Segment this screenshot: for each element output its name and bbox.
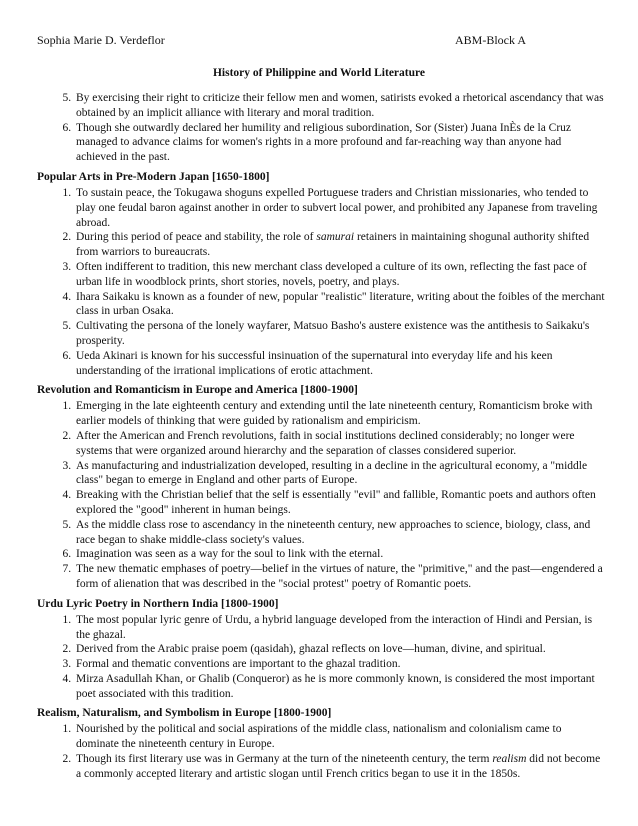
- list-item: 1. Emerging in the late eighteenth century and extending until the late nineteenth century, Romanticism broke with earlier models of thinking that were guided by rationalism and empiricism.: [74, 399, 605, 429]
- list-item: 2. After the American and French revolutions, faith in social institutions declined considerably; no longer were systems that were organized around hierarchy and the separation of classes considered superior.: [74, 429, 605, 459]
- list-item: 3. Often indifferent to tradition, this new merchant class developed a culture of its own, reflecting the fast pace of urban life in woodblock prints, short stories, novels, poetry, and plays.: [74, 260, 605, 290]
- list-item: 4. Ihara Saikaku is known as a founder of new, popular "realistic" literature, writing about the foibles of the merchant class in urban Osaka.: [74, 290, 605, 320]
- list-item: [74, 752, 605, 782]
- sections-container: [37, 170, 605, 782]
- list-item: 4. Mirza Asadullah Khan, or Ghalib (Conqueror) as he is more commonly known, is considered the most important poet associated with this tradition.: [74, 672, 605, 702]
- list-item: 6. Ueda Akinari is known for his successful insinuation of the supernatural into everyday life and his keen understanding of the irrational implications of erotic attachment.: [74, 349, 605, 379]
- list-item: 2. Derived from the Arabic praise poem (qasidah), ghazal reflects on love—human, divine, and spiritual.: [74, 642, 605, 657]
- author-name: Sophia Marie D. Verdeflor: [37, 33, 165, 47]
- item-text: retainers in maintaining shogunal authority shifted from warriors to bureaucrats.: [76, 231, 590, 259]
- section-list: [37, 722, 605, 781]
- list-item: 3. As manufacturing and industrialization developed, resulting in a decline in the agricultural economy, a "middle class" began to emerge in England and other parts of Europe.: [74, 459, 605, 489]
- list-item: 1. Nourished by the political and social aspirations of the middle class, nationalism and colonialism came to dominate the nineteenth century in Europe.: [74, 722, 605, 752]
- section-title: Revolution and Romanticism in Europe and America [1800-1900]: [37, 384, 358, 397]
- list-item: 1. To sustain peace, the Tokugawa shoguns expelled Portuguese traders and Christian missionaries, who tended to play one feudal baron against another in order to subvert local power, and prohibited any Japanese from traveling abroad.: [74, 186, 605, 230]
- list-item: 6. Though she outwardly declared her humility and religious subordination, Sor (Sister) Juana InÈs de la Cruz managed to advance claims for women's rights in a more profound and far-reaching way than anyone had achieved in the past.: [74, 121, 605, 165]
- intro-list: [37, 91, 605, 165]
- section-title: Urdu Lyric Poetry in Northern India [1800-1900]: [37, 597, 279, 610]
- list-item: 7. The new thematic emphases of poetry—belief in the virtues of nature, the "primitive," and the past—engendered a form of alienation that was described in the "social protest" poetry of Romantic poets.: [74, 562, 605, 592]
- list-item: 1. The most popular lyric genre of Urdu, a hybrid language developed from the interaction of Hindi and Persian, is the ghazal.: [74, 613, 605, 643]
- document-title: History of Philippine and World Literature: [212, 67, 426, 79]
- list-item: 5. As the middle class rose to ascendancy in the nineteenth century, new approaches to science, biology, class, and race began to shake middle-class society's values.: [74, 518, 605, 548]
- class-block: ABM-Block A: [455, 33, 527, 47]
- list-item: 6. Imagination was seen as a way for the soul to link with the eternal.: [74, 547, 605, 562]
- list-item: 5. Cultivating the persona of the lonely wayfarer, Matsuo Basho's austere existence was the antithesis to Saikaku's prosperity.: [74, 319, 605, 349]
- section-title: Realism, Naturalism, and Symbolism in Europe [1800-1900]: [37, 707, 332, 720]
- list-item: 3. Formal and thematic conventions are important to the ghazal tradition.: [74, 657, 605, 672]
- section-list: [37, 613, 605, 702]
- section-list: [37, 399, 605, 591]
- section-title: Popular Arts in Pre-Modern Japan [1650-1800]: [37, 170, 270, 183]
- list-item: [74, 230, 605, 260]
- document-body: [37, 91, 605, 782]
- item-text: did not become a commonly accepted literary and artistic slogan until French critics began to use it in the 1850s.: [76, 753, 601, 780]
- list-item: 5. By exercising their right to criticize their fellow men and women, satirists evoked a rhetorical ascendancy that was obtained by an implicit alliance with literary and moral tradition.: [74, 91, 605, 121]
- emphasis-term: samurai: [316, 231, 355, 244]
- emphasis-term: realism: [492, 753, 527, 766]
- item-text: During this period of peace and stability, the role of: [76, 231, 317, 244]
- list-item: 4. Breaking with the Christian belief that the self is essentially "evil" and fallible, Romantic poets and authors often explored the "good" inherent in human beings.: [74, 488, 605, 518]
- section-list: [37, 186, 605, 378]
- item-text: Though its first literary use was in Germany at the turn of the nineteenth century, the term: [76, 753, 493, 766]
